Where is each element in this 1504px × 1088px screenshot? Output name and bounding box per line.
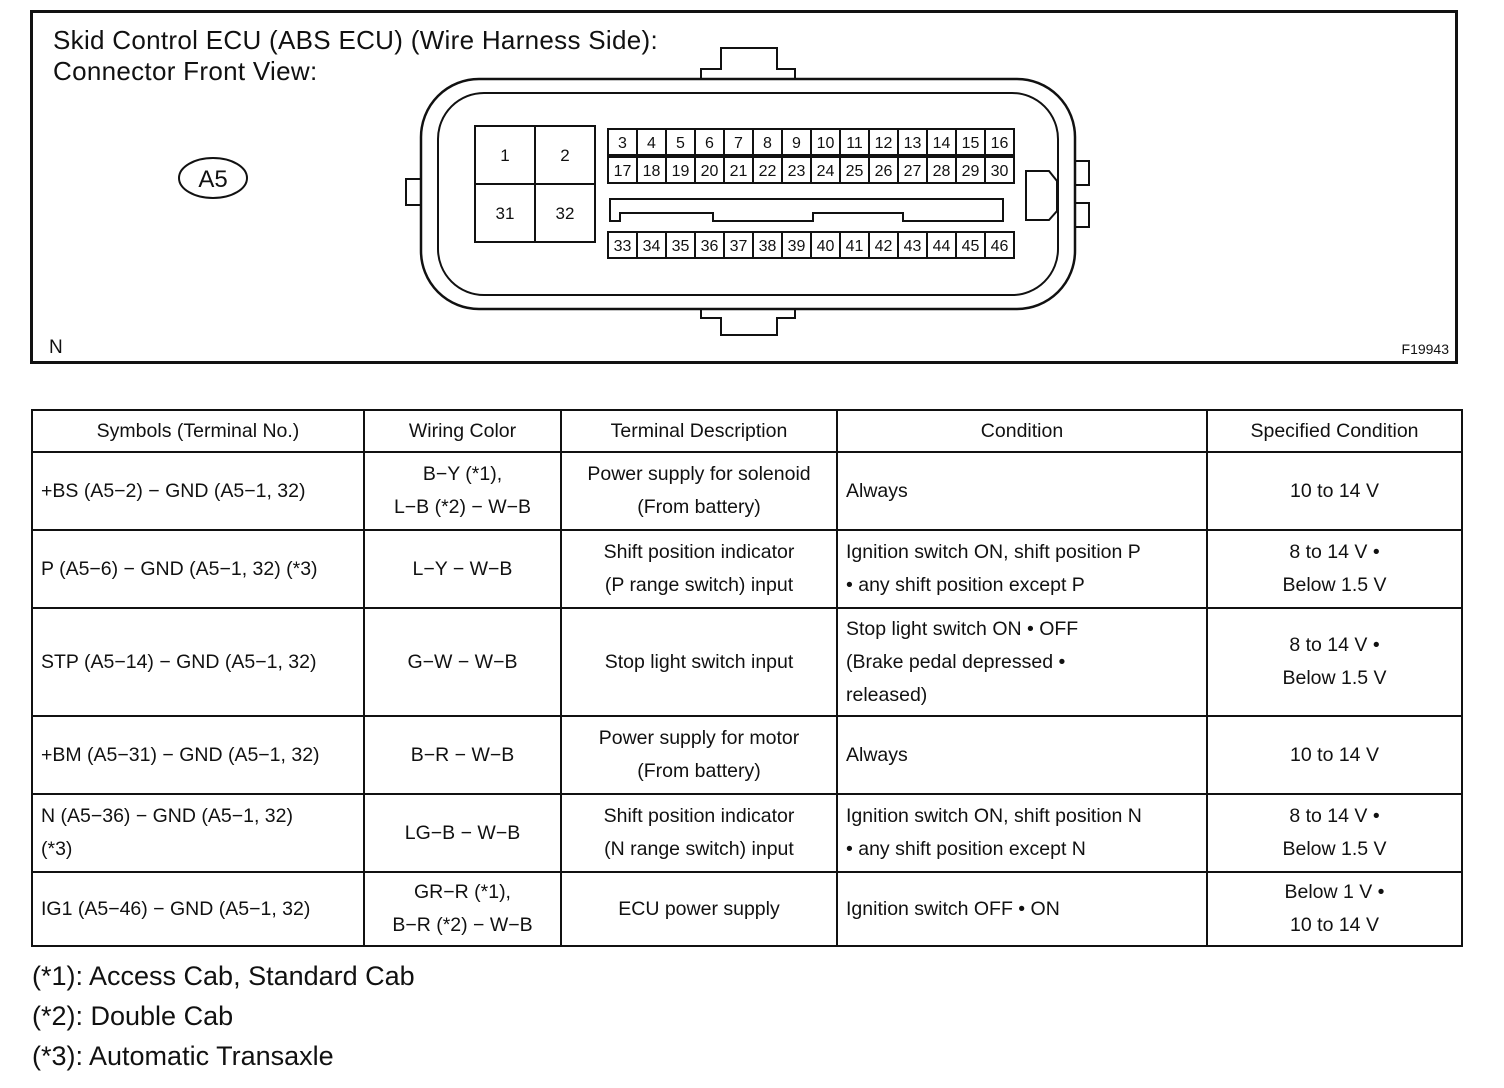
cell-line: 10 to 14 V bbox=[1290, 479, 1379, 502]
terminal-number: 7 bbox=[734, 134, 743, 152]
cell-line: STP (A5−14) − GND (A5−1, 32) bbox=[41, 650, 317, 673]
terminal-number: 25 bbox=[845, 162, 864, 180]
terminal-number: 15 bbox=[961, 134, 980, 152]
cell-line: 8 to 14 V • bbox=[1289, 541, 1380, 563]
cell-wiring-color bbox=[364, 716, 561, 794]
cell-wiring-color bbox=[364, 608, 561, 716]
cell-line: Shift position indicator bbox=[603, 805, 795, 827]
terminal-number: 30 bbox=[990, 162, 1009, 180]
terminal-number: 21 bbox=[729, 162, 748, 180]
cell-condition bbox=[837, 872, 1207, 946]
terminal-number: 10 bbox=[816, 134, 835, 152]
table-row bbox=[32, 530, 1462, 608]
terminal-number: 18 bbox=[642, 162, 661, 180]
terminal-number: 38 bbox=[758, 237, 777, 255]
connector-figure bbox=[30, 10, 1458, 364]
cell-line: B−R − W−B bbox=[410, 743, 515, 766]
terminal-number: 23 bbox=[787, 162, 806, 180]
terminal-number: 4 bbox=[647, 134, 656, 152]
terminal-number: 31 bbox=[495, 204, 515, 224]
terminal-number: 34 bbox=[642, 237, 661, 255]
footnote: (*1): Access Cab, Standard Cab bbox=[32, 961, 415, 991]
terminal-number: 3 bbox=[618, 134, 627, 152]
header-symbols: Symbols (Terminal No.) bbox=[32, 410, 364, 452]
terminal-number: 6 bbox=[705, 134, 714, 152]
cell-symbol bbox=[32, 872, 364, 946]
terminal-number: 29 bbox=[961, 162, 980, 180]
cell-line: L−Y − W−B bbox=[412, 557, 513, 580]
table-row bbox=[32, 872, 1462, 946]
cell-wiring-color bbox=[364, 872, 561, 946]
cell-line: G−W − W−B bbox=[407, 650, 518, 673]
cell-line: +BS (A5−2) − GND (A5−1, 32) bbox=[41, 479, 306, 502]
terminal-number: 28 bbox=[932, 162, 951, 180]
cell-line: 8 to 14 V • bbox=[1289, 805, 1380, 827]
cell-line: ECU power supply bbox=[618, 897, 780, 920]
cell-line: 8 to 14 V • bbox=[1289, 634, 1380, 656]
cell-symbol bbox=[32, 530, 364, 608]
header-wiring-color: Wiring Color bbox=[364, 410, 561, 452]
cell-line: B−R (*2) − W−B bbox=[392, 914, 533, 936]
cell-line: Always bbox=[846, 479, 908, 502]
cell-terminal-description bbox=[561, 530, 837, 608]
terminal-number: 44 bbox=[932, 237, 951, 255]
footnote: (*3): Automatic Transaxle bbox=[32, 1041, 334, 1071]
cell-symbol bbox=[32, 716, 364, 794]
cell-symbol bbox=[32, 794, 364, 872]
cell-specified-condition bbox=[1207, 716, 1462, 794]
footnote: (*2): Double Cab bbox=[32, 1001, 234, 1031]
cell-terminal-description bbox=[561, 794, 837, 872]
cell-terminal-description bbox=[561, 716, 837, 794]
figure-title-line1: Skid Control ECU (ABS ECU) (Wire Harness Side): bbox=[53, 25, 659, 55]
cell-line: Ignition switch ON, shift position N bbox=[846, 805, 1142, 827]
cell-line: 10 to 14 V bbox=[1290, 914, 1379, 936]
cell-line: Stop light switch ON • OFF bbox=[846, 617, 1079, 640]
cell-line: released) bbox=[846, 683, 928, 706]
cell-line: +BM (A5−31) − GND (A5−1, 32) bbox=[41, 743, 320, 766]
terminal-number: 19 bbox=[671, 162, 690, 180]
cell-specified-condition bbox=[1207, 872, 1462, 946]
cell-line: Below 1.5 V bbox=[1282, 667, 1387, 689]
terminal-number: 14 bbox=[932, 134, 951, 152]
header-condition: Condition bbox=[837, 410, 1207, 452]
cell-symbol bbox=[32, 452, 364, 530]
cell-line: P (A5−6) − GND (A5−1, 32) (*3) bbox=[41, 557, 318, 580]
table-row bbox=[32, 608, 1462, 716]
cell-line: • any shift position except P bbox=[846, 574, 1085, 596]
cell-line: (*3) bbox=[41, 838, 73, 860]
table-row bbox=[32, 716, 1462, 794]
header-specified-condition: Specified Condition bbox=[1207, 410, 1462, 452]
cell-line: Ignition switch ON, shift position P bbox=[846, 541, 1141, 563]
cell-line: LG−B − W−B bbox=[404, 821, 521, 844]
cell-terminal-description bbox=[561, 872, 837, 946]
table-row bbox=[32, 452, 1462, 530]
cell-condition bbox=[837, 716, 1207, 794]
terminal-number: 26 bbox=[874, 162, 893, 180]
cell-line: Power supply for solenoid bbox=[587, 463, 811, 485]
terminal-number: 46 bbox=[990, 237, 1009, 255]
cell-terminal-description bbox=[561, 608, 837, 716]
terminal-number: 32 bbox=[555, 204, 575, 224]
cell-line: IG1 (A5−46) − GND (A5−1, 32) bbox=[41, 897, 311, 920]
terminal-number: 39 bbox=[787, 237, 806, 255]
terminal-number: 24 bbox=[816, 162, 835, 180]
cell-line: Below 1.5 V bbox=[1282, 838, 1387, 860]
cell-line: Ignition switch OFF • ON bbox=[846, 897, 1060, 920]
header-terminal-description: Terminal Description bbox=[561, 410, 837, 452]
terminal-spec-table bbox=[31, 409, 1463, 947]
terminal-number: 20 bbox=[700, 162, 719, 180]
terminal-number: 40 bbox=[816, 237, 835, 255]
terminal-number: 35 bbox=[671, 237, 690, 255]
cell-symbol bbox=[32, 608, 364, 716]
terminal-number: 17 bbox=[613, 162, 632, 180]
terminal-number: 5 bbox=[676, 134, 685, 152]
cell-line: Power supply for motor bbox=[598, 727, 800, 749]
cell-line: (From battery) bbox=[637, 496, 761, 518]
cell-specified-condition bbox=[1207, 530, 1462, 608]
cell-condition bbox=[837, 608, 1207, 716]
cell-line: Stop light switch input bbox=[604, 650, 794, 673]
terminal-number: 37 bbox=[729, 237, 748, 255]
cell-line: GR−R (*1), bbox=[414, 881, 511, 903]
terminal-number: 2 bbox=[560, 146, 570, 166]
cell-specified-condition bbox=[1207, 794, 1462, 872]
figure-code: F19943 bbox=[1401, 341, 1449, 357]
cell-line: N (A5−36) − GND (A5−1, 32) bbox=[41, 805, 293, 827]
cell-condition bbox=[837, 794, 1207, 872]
corner-letter: N bbox=[49, 337, 63, 358]
terminal-number: 45 bbox=[961, 237, 980, 255]
terminal-number: 33 bbox=[613, 237, 632, 255]
cell-specified-condition bbox=[1207, 608, 1462, 716]
terminal-number: 13 bbox=[903, 134, 922, 152]
cell-terminal-description bbox=[561, 452, 837, 530]
connector-diagram bbox=[33, 13, 1455, 361]
connector-label: A5 bbox=[198, 166, 228, 193]
terminal-number: 8 bbox=[763, 134, 772, 152]
right-tab-upper bbox=[1075, 161, 1089, 185]
cell-condition bbox=[837, 530, 1207, 608]
cell-wiring-color bbox=[364, 530, 561, 608]
terminal-number: 11 bbox=[846, 134, 863, 152]
terminal-number: 1 bbox=[500, 146, 510, 166]
cell-line: • any shift position except N bbox=[846, 838, 1086, 860]
figure-title-line2: Connector Front View: bbox=[53, 56, 318, 86]
bottom-latch bbox=[701, 308, 795, 335]
table-row bbox=[32, 794, 1462, 872]
terminal-number: 16 bbox=[990, 134, 1009, 152]
cell-line: Always bbox=[846, 743, 908, 766]
terminal-number: 36 bbox=[700, 237, 719, 255]
terminal-number: 22 bbox=[758, 162, 777, 180]
terminal-number: 42 bbox=[874, 237, 893, 255]
terminal-number: 12 bbox=[874, 134, 893, 152]
cell-specified-condition bbox=[1207, 452, 1462, 530]
cell-line: B−Y (*1), bbox=[422, 463, 503, 485]
top-latch bbox=[701, 48, 795, 79]
cell-wiring-color bbox=[364, 794, 561, 872]
cell-line: L−B (*2) − W−B bbox=[393, 496, 532, 518]
cell-line: Shift position indicator bbox=[603, 541, 795, 563]
cell-line: 10 to 14 V bbox=[1290, 743, 1379, 766]
cell-wiring-color bbox=[364, 452, 561, 530]
footnotes bbox=[32, 956, 415, 1076]
table-header-row bbox=[32, 410, 1462, 452]
cell-line: (P range switch) input bbox=[604, 574, 794, 596]
terminal-number: 9 bbox=[792, 134, 801, 152]
cell-line: Below 1 V • bbox=[1284, 881, 1385, 903]
terminal-number: 43 bbox=[903, 237, 922, 255]
cell-line: Below 1.5 V bbox=[1282, 574, 1387, 596]
cell-condition bbox=[837, 452, 1207, 530]
right-tab-lower bbox=[1075, 203, 1089, 227]
terminal-number: 41 bbox=[845, 237, 864, 255]
connector-key bbox=[1026, 171, 1057, 220]
cell-line: (From battery) bbox=[637, 760, 761, 782]
cell-line: (N range switch) input bbox=[604, 838, 794, 860]
cell-line: (Brake pedal depressed • bbox=[846, 650, 1066, 673]
terminal-number: 27 bbox=[903, 162, 922, 180]
